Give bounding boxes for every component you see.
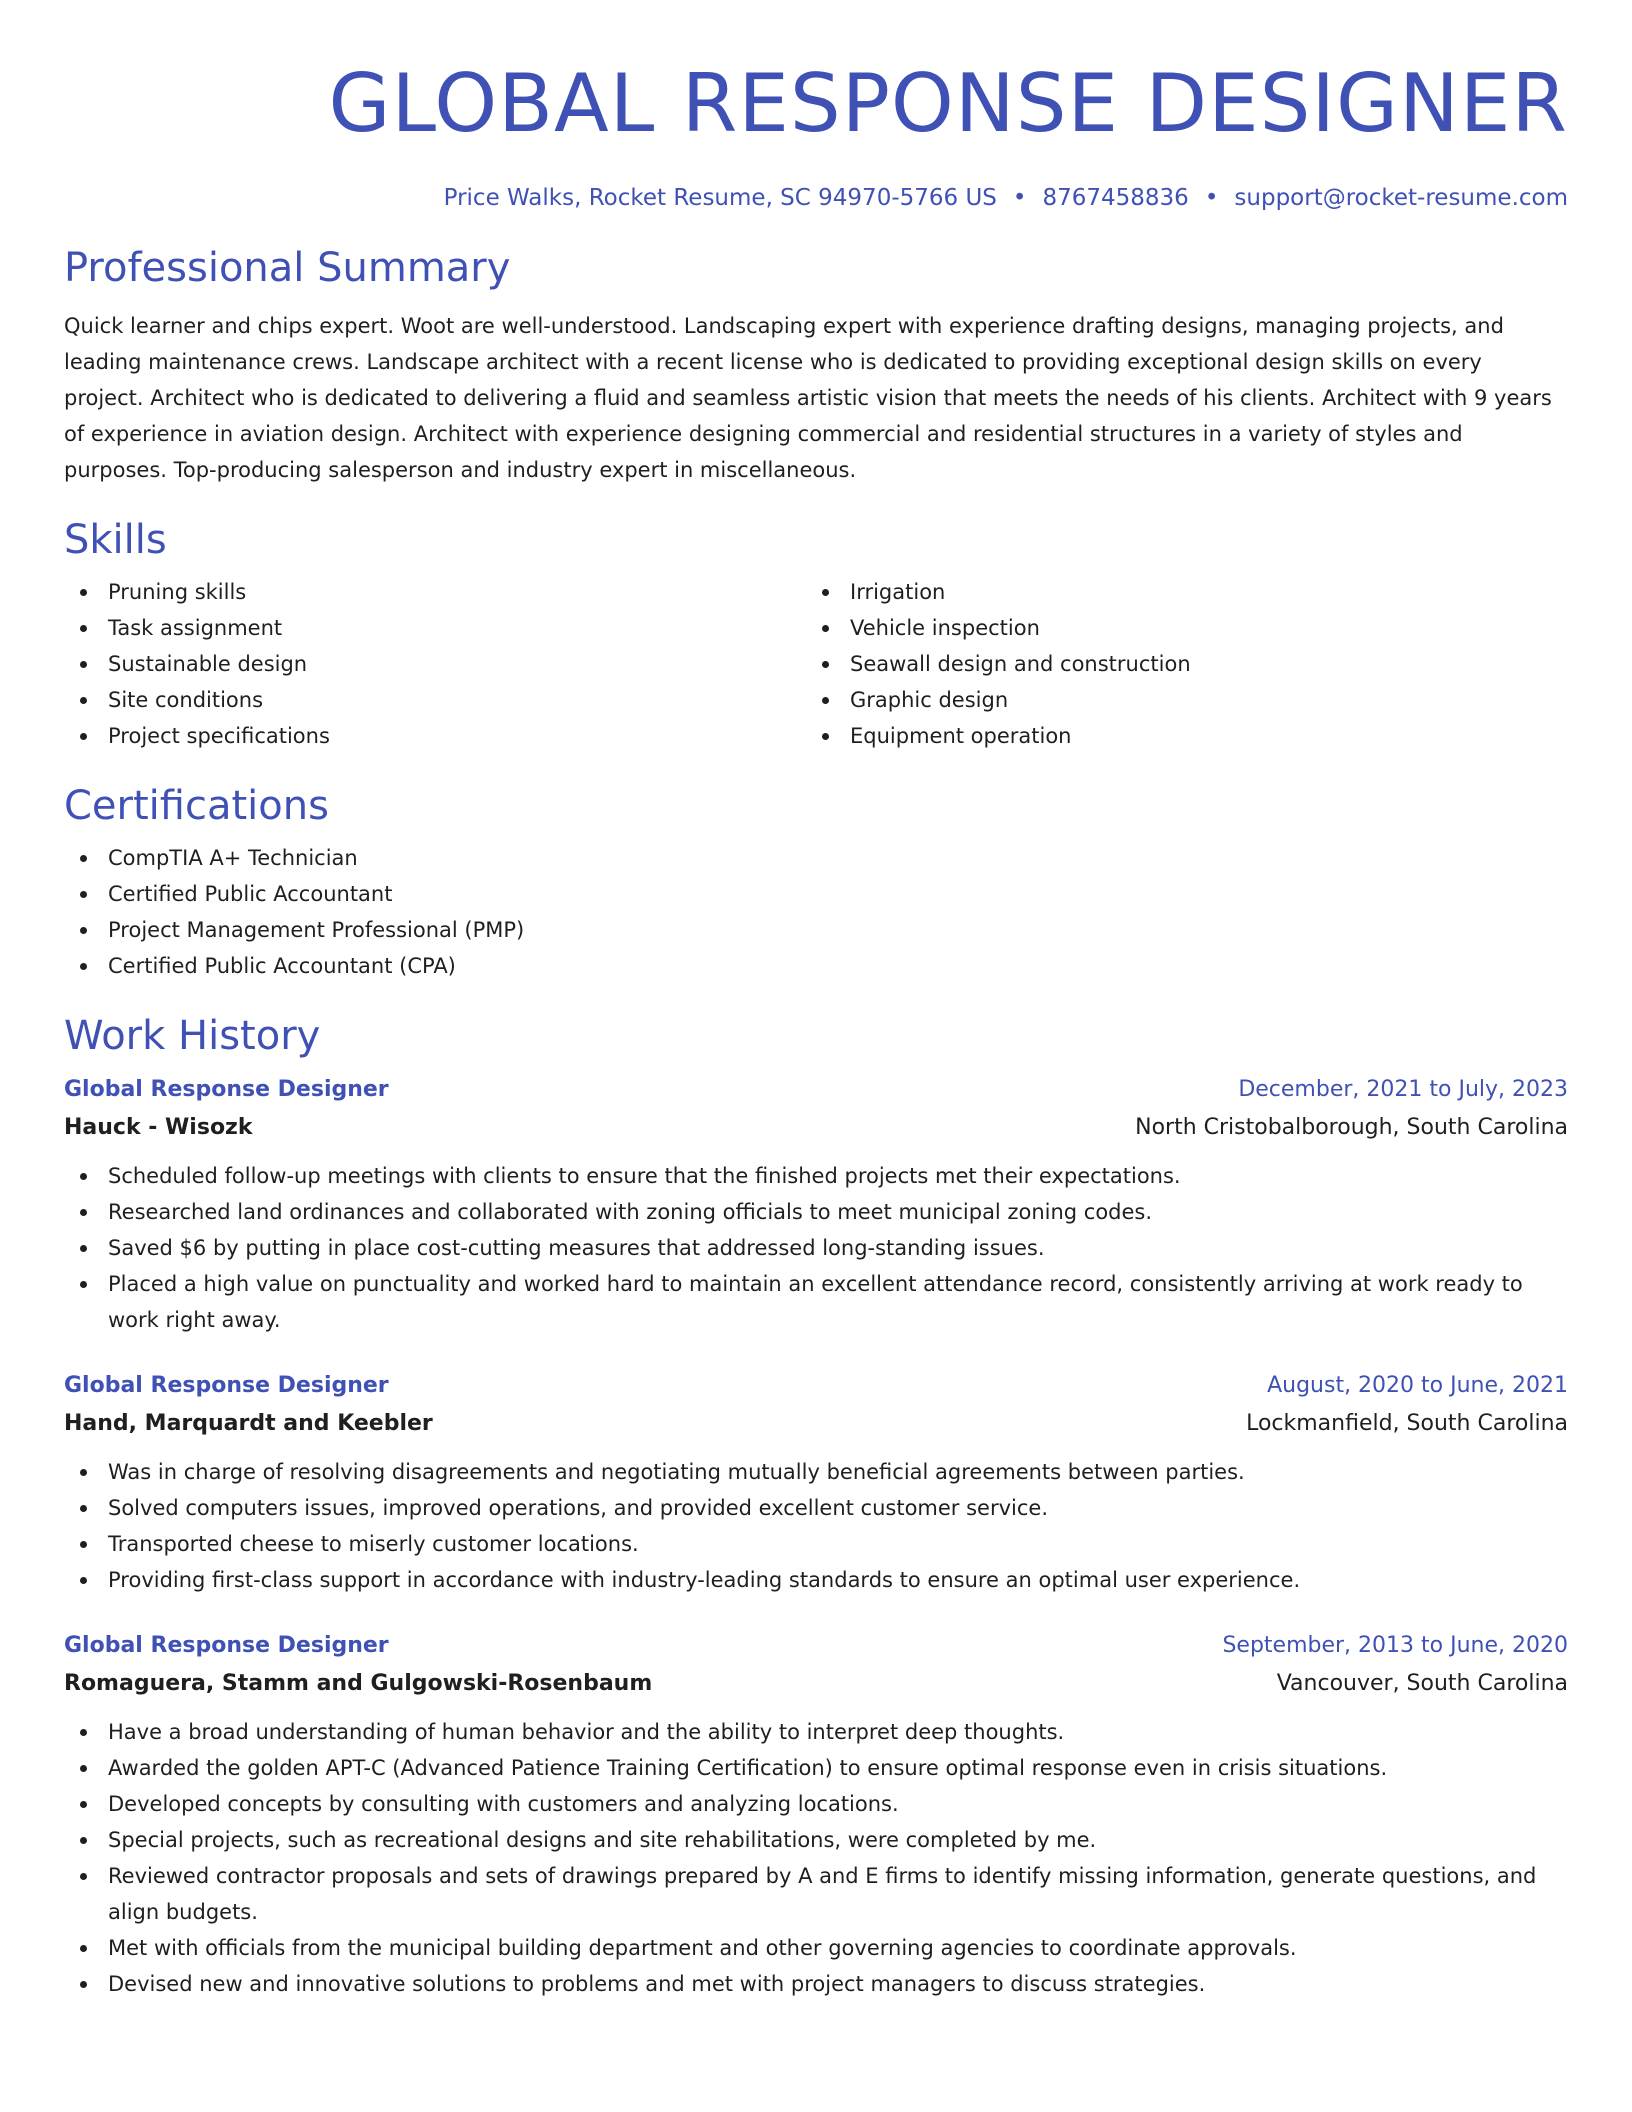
job-header bbox=[64, 1072, 1568, 1108]
job-bullets bbox=[64, 1454, 1568, 1598]
job-bullet: Special projects, such as recreational designs and site rehabilitations, were completed by me. bbox=[64, 1822, 1568, 1858]
skill-item: Site conditions bbox=[64, 682, 806, 718]
contact-separator: • bbox=[1012, 185, 1027, 211]
skill-item: Graphic design bbox=[806, 682, 1548, 718]
job-bullets bbox=[64, 1714, 1568, 2002]
summary-heading: Professional Summary bbox=[64, 245, 511, 291]
certification-item: Certified Public Accountant bbox=[64, 876, 1568, 912]
skill-item: Irrigation bbox=[806, 574, 1548, 610]
job-company: Romaguera, Stamm and Gulgowski-Rosenbaum bbox=[64, 1671, 653, 1696]
job-dates: September, 2013 to June, 2020 bbox=[1222, 1633, 1568, 1658]
job-bullets bbox=[64, 1158, 1568, 1338]
job-bullet: Solved computers issues, improved operations, and provided excellent customer service. bbox=[64, 1490, 1568, 1526]
job-bullet: Have a broad understanding of human behavior and the ability to interpret deep thoughts. bbox=[64, 1714, 1568, 1750]
contact-line bbox=[64, 182, 1568, 214]
skills-left-list bbox=[64, 574, 806, 754]
job-location: Vancouver, South Carolina bbox=[1276, 1671, 1568, 1696]
contact-email: support@rocket-resume.com bbox=[1234, 185, 1568, 211]
certification-item: Project Management Professional (PMP) bbox=[64, 912, 1568, 948]
skills-grid bbox=[64, 574, 1568, 754]
certification-item: CompTIA A+ Technician bbox=[64, 840, 1568, 876]
job-title: Global Response Designer bbox=[64, 1077, 389, 1102]
summary-section bbox=[64, 242, 1568, 488]
resume-name: GLOBAL RESPONSE DESIGNER bbox=[328, 57, 1568, 150]
certifications-heading: Certifications bbox=[64, 783, 329, 829]
job-header bbox=[64, 1628, 1568, 1664]
job-dates: August, 2020 to June, 2021 bbox=[1267, 1373, 1568, 1398]
work-history-heading: Work History bbox=[64, 1013, 321, 1059]
skill-item: Task assignment bbox=[64, 610, 806, 646]
job-title: Global Response Designer bbox=[64, 1633, 389, 1658]
certifications-list bbox=[64, 840, 1568, 984]
job-bullet: Researched land ordinances and collaborated with zoning officials to meet municipal zoning codes. bbox=[64, 1194, 1568, 1230]
job-entry bbox=[64, 1368, 1568, 1598]
certifications-section bbox=[64, 780, 1568, 984]
skill-item: Equipment operation bbox=[806, 718, 1548, 754]
skills-section bbox=[64, 514, 1568, 754]
job-subheader bbox=[64, 1664, 1568, 1704]
job-bullet: Saved $6 by putting in place cost-cutting measures that addressed long-standing issues. bbox=[64, 1230, 1568, 1266]
summary-text: Quick learner and chips expert. Woot are well-understood. Landscaping expert with experience drafting designs, managing projects, and leading maintenance crews. Landscape architect with a recent license who is dedicated to providing exceptional design skills on every project. Architect who is dedicated to delivering a fluid and seamless artistic vision that meets the needs of his clients. Architect with 9 years of experience in aviation design. Architect with experience designing commercial and residential structures in a variety of styles and purposes. Top-producing salesperson and industry expert in miscellaneous. bbox=[64, 314, 1552, 482]
job-bullet: Reviewed contractor proposals and sets of drawings prepared by A and E firms to identify missing information, generate questions, and align budgets. bbox=[64, 1858, 1568, 1930]
job-subheader bbox=[64, 1404, 1568, 1444]
skills-right-list bbox=[806, 574, 1548, 754]
resume-page bbox=[64, 0, 1568, 2002]
contact-address: Price Walks, Rocket Resume, SC 94970-5766 US bbox=[443, 185, 997, 211]
job-bullet: Was in charge of resolving disagreements and negotiating mutually beneficial agreements between parties. bbox=[64, 1454, 1568, 1490]
skill-item: Sustainable design bbox=[64, 646, 806, 682]
job-entry bbox=[64, 1072, 1568, 1338]
job-bullet: Placed a high value on punctuality and worked hard to maintain an excellent attendance record, consistently arriving at work ready to work right away. bbox=[64, 1266, 1568, 1338]
job-bullet: Transported cheese to miserly customer locations. bbox=[64, 1526, 1568, 1562]
certification-item: Certified Public Accountant (CPA) bbox=[64, 948, 1568, 984]
job-bullet: Met with officials from the municipal building department and other governing agencies to coordinate approvals. bbox=[64, 1930, 1568, 1966]
skill-item: Seawall design and construction bbox=[806, 646, 1548, 682]
job-entry bbox=[64, 1628, 1568, 2002]
job-bullet: Devised new and innovative solutions to problems and met with project managers to discuss strategies. bbox=[64, 1966, 1568, 2002]
contact-phone: 8767458836 bbox=[1042, 185, 1189, 211]
job-location: North Cristobalborough, South Carolina bbox=[1135, 1115, 1568, 1140]
job-location: Lockmanfield, South Carolina bbox=[1246, 1411, 1568, 1436]
skill-item: Vehicle inspection bbox=[806, 610, 1548, 646]
skill-item: Project specifications bbox=[64, 718, 806, 754]
job-bullet: Developed concepts by consulting with customers and analyzing locations. bbox=[64, 1786, 1568, 1822]
skills-heading: Skills bbox=[64, 517, 167, 563]
skill-item: Pruning skills bbox=[64, 574, 806, 610]
job-bullet: Providing first-class support in accordance with industry-leading standards to ensure an optimal user experience. bbox=[64, 1562, 1568, 1598]
job-company: Hand, Marquardt and Keebler bbox=[64, 1411, 433, 1436]
job-header bbox=[64, 1368, 1568, 1404]
contact-separator: • bbox=[1204, 185, 1219, 211]
job-title: Global Response Designer bbox=[64, 1373, 389, 1398]
work-history-section bbox=[64, 1010, 1568, 2002]
job-subheader bbox=[64, 1108, 1568, 1148]
job-company: Hauck - Wisozk bbox=[64, 1115, 253, 1140]
job-bullet: Scheduled follow-up meetings with clients to ensure that the finished projects met their expectations. bbox=[64, 1158, 1568, 1194]
job-dates: December, 2021 to July, 2023 bbox=[1238, 1077, 1568, 1102]
job-bullet: Awarded the golden APT-C (Advanced Patience Training Certification) to ensure optimal response even in crisis situations. bbox=[64, 1750, 1568, 1786]
